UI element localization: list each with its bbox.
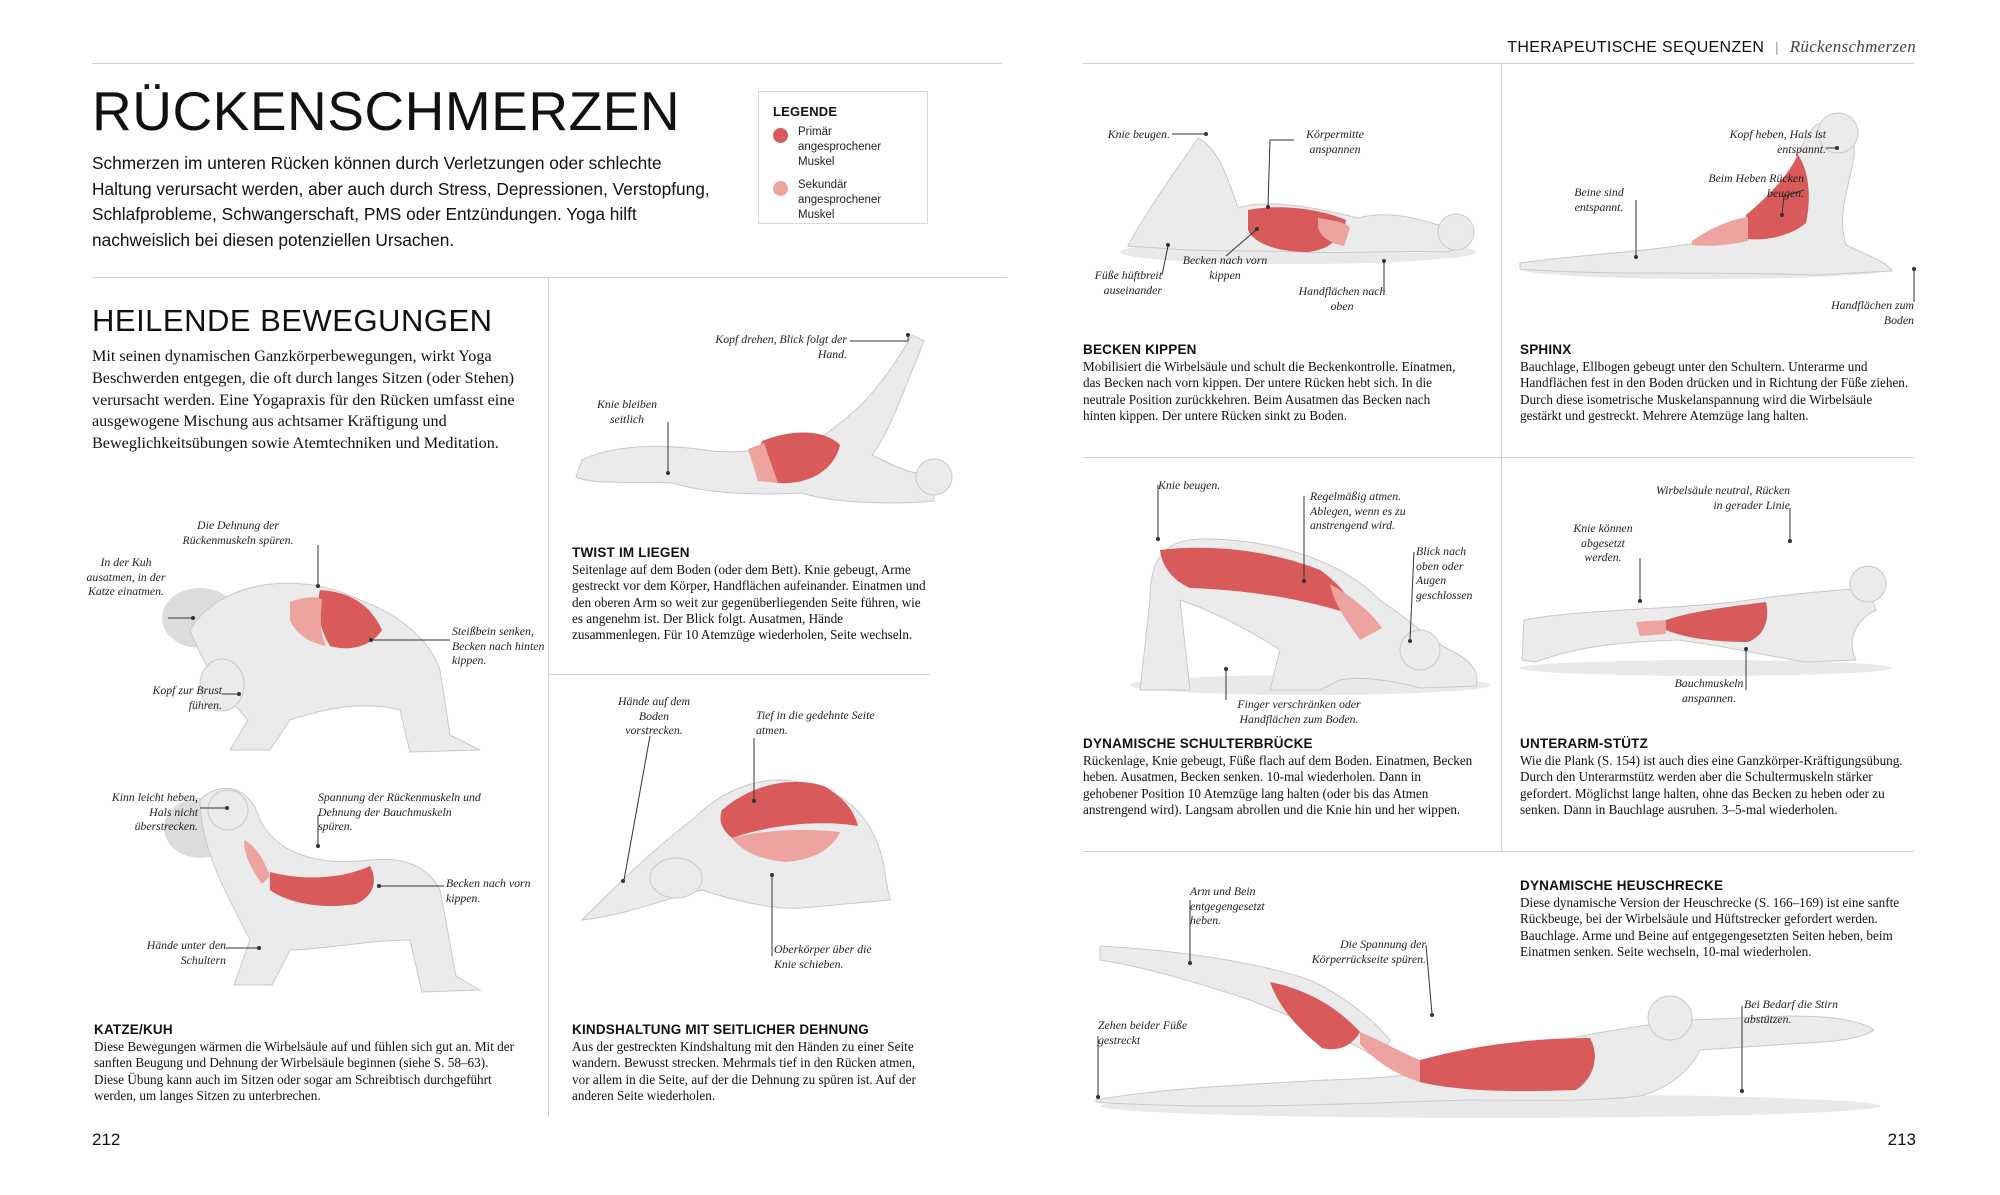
katze-body: Diese Bewegungen wärmen die Wirbelsäule auf und fühlen sich gut an. Mit der sanften Beugung und Dehnung der Wirbelsäule beginnen (siehe S. 58–63). Diese Übung kann auch im Sitzen oder sogar am Schreibtisch durchgeführt werden, um langes Sitzen zu unterbrechen. — [94, 1039, 515, 1103]
label-unterarm-wirbel: Wirbelsäule neutral, Rücken in gerader Linie — [1656, 483, 1790, 512]
unterarm-body: Wie die Plank (S. 154) ist auch dies eine Ganzkörper-Kräftigungsübung. Durch den Unterarmstütz werden aber die Schultermuskeln stärker gefordert. Möglichst lange halten, ohne das Becken zu heben oder zu senken. Dann in Bauchlage ausruhen. 3–5-mal wiederholen. — [1520, 753, 1903, 817]
legend-item-label: Primär angesprochener Muskel — [798, 126, 882, 168]
label-steiss: Steißbein senken, Becken nach hinten kippen. — [452, 624, 545, 667]
header-subsection: Rückenschmerzen — [1789, 37, 1916, 56]
label-sphinx-kopf: Kopf heben, Hals ist entspannt. — [1729, 127, 1826, 156]
label-sphinx-hand: Handflächen zum Boden — [1831, 298, 1914, 327]
label-heu-arm: Arm und Bein entgegengesetzt heben. — [1190, 884, 1265, 927]
label-becken-vorn: Becken nach vorn kippen. — [446, 876, 531, 905]
header-section: THERAPEUTISCHE SEQUENZEN — [1507, 39, 1765, 56]
label-twist-kopf: Kopf drehen, Blick folgt der Hand. — [715, 332, 847, 361]
legend-item-label: Sekundär angesprochener Muskel — [798, 179, 882, 221]
sphinx-title: SPHINX — [1520, 342, 1572, 357]
label-unterarm-bauch: Bauchmuskeln anspannen. — [1674, 676, 1744, 705]
label-becken-koerper: Körpermitte anspannen — [1306, 127, 1364, 156]
becken-title: BECKEN KIPPEN — [1083, 342, 1197, 357]
page-number-left: 212 — [92, 1130, 121, 1149]
becken-body: Mobilisiert die Wirbelsäule und schult die Beckenkontrolle. Einatmen, das Becken nach vorn kippen. Der untere Rücken hebt sich. In die neutrale Position zurückkehren. Beim Ausatmen das Becken nach hinten kippen. Der untere Rücken sinkt zu Boden. — [1083, 359, 1456, 423]
kind-title: KINDSHALTUNG MIT SEITLICHER DEHNUNG — [572, 1022, 869, 1037]
heilende-title: HEILENDE BEWEGUNGEN — [92, 303, 493, 338]
label-sphinx-beine: Beine sind entspannt. — [1574, 185, 1624, 214]
header-divider: | — [1775, 39, 1779, 55]
label-kopf-brust: Kopf zur Brust führen. — [152, 683, 222, 712]
page-title: RÜCKENSCHMERZEN — [92, 80, 681, 142]
twist-title: TWIST IM LIEGEN — [572, 545, 690, 560]
heuschrecke-body: Diese dynamische Version der Heuschrecke (S. 166–169) ist eine sanfte Rückbeuge, bei der Wirbelsäule und Hüftstrecker gefordert werden. Bauchlage. Arme und Beine auf entgegengesetzten Seiten heben, beim Einatmen senken. Seite wechseln, 10-mal wiederholen. — [1520, 895, 1900, 959]
label-bruecke-regel: Regelmäßig atmen. Ablegen, wenn es zu anstrengend wird. — [1310, 489, 1406, 532]
label-haende-schultern: Hände unter den Schultern — [146, 938, 226, 967]
label-kind-tief: Tief in die gedehnte Seite atmen. — [756, 708, 875, 737]
katze-title: KATZE/KUH — [94, 1022, 173, 1037]
sphinx-body: Bauchlage, Ellbogen gebeugt unter den Schultern. Unterarme und Handflächen fest in den Boden drücken und in Richtung der Füße ziehen. Durch diese isometrische Muskelanspannung wird die Wirbelsäule gestärkt und gestreckt. Mehrere Atemzüge lang halten. — [1520, 359, 1909, 423]
legend-title: LEGENDE — [773, 104, 838, 119]
label-kinn: Kinn leicht heben, Hals nicht überstrecken. — [111, 790, 198, 833]
label-kind-haende: Hände auf dem Boden vorstrecken. — [617, 694, 691, 737]
heuschrecke-title: DYNAMISCHE HEUSCHRECKE — [1520, 878, 1724, 893]
heilende-body: Mit seinen dynamischen Ganzkörperbewegungen, wirkt Yoga Beschwerden entgegen, die oft durch langes Sitzen (oder Stehen) verursacht werden. Eine Yogapraxis für den Rücken umfasst eine ausgewogene Mischung aus achtsamer Kräftigung und Beweglichkeitsübungen sowie Atemtechniken und Meditation. — [92, 347, 515, 453]
kind-body: Aus der gestreckten Kindshaltung mit den Händen zu einer Seite wandern. Bewusst strecken. Mehrmals tief in den Rücken atmen, vor allem in die Seite, auf der die Dehnung zu spüren ist. Auf der anderen Seite wiederholen. — [572, 1039, 916, 1103]
label-bruecke-knie: Knie beugen. — [1158, 478, 1221, 492]
label-dehnung: Die Dehnung der Rückenmuskeln spüren. — [182, 518, 294, 547]
label-becken-fuesse: Füße hüftbreit auseinander — [1094, 268, 1162, 297]
bruecke-title: DYNAMISCHE SCHULTERBRÜCKE — [1083, 736, 1313, 751]
label-unterarm-knie: Knie können abgesetzt werden. — [1573, 521, 1633, 564]
label-kind-ober: Oberkörper über die Knie schieben. — [774, 942, 872, 971]
label-heu-stirn: Bei Bedarf die Stirn abstützen. — [1744, 997, 1839, 1026]
label-becken-knie: Knie beugen. — [1107, 127, 1170, 141]
label-kuh: In der Kuh ausatmen, in der Katze einatmen. — [86, 555, 166, 598]
label-heu-zehen: Zehen beider Füße gestreckt — [1098, 1018, 1188, 1047]
unterarm-title: UNTERARM-STÜTZ — [1520, 736, 1649, 751]
label-spannung-ruecken: Spannung der Rückenmuskeln und Dehnung der Bauchmuskeln spüren. — [318, 790, 481, 833]
twist-body: Seitenlage auf dem Boden (oder dem Bett). Knie gebeugt, Arme gestreckt vor dem Körper, Handflächen aufeinander. Einatmen und den oberen Arm so weit zur gegenüberliegenden Seite führen, wie es angenehm ist. Der Blick folgt. Ausatmen, Hände zusammenlegen. Für 10 Atemzüge wiederholen, Seite wechseln. — [572, 562, 926, 643]
label-sphinx-heben: Beim Heben Rücken beugen. — [1708, 171, 1804, 200]
bruecke-body: Rückenlage, Knie gebeugt, Füße flach auf dem Boden. Einatmen, Becken heben. Ausatmen, Becken senken. 10-mal wiederholen. Dann in gehobener Position 10 Atemzüge lang halten (oder bis das Atmen anstrengend wird). Langsam abrollen und die Knie hin und her wippen. — [1083, 753, 1473, 817]
label-heu-spannung: Die Spannung der Körperrückseite spüren. — [1311, 937, 1426, 966]
intro-text: Schmerzen im unteren Rücken können durch Verletzungen oder schlechte Haltung verursacht werden, aber auch durch Stress, Depressionen, Verstopfung, Schlafprobleme, Schwangerschaft, PMS oder Entzündungen. Yoga hilft nachweislich bei diesen potenziellen Ursachen. — [92, 153, 710, 250]
label-becken-hand: Handflächen nach oben — [1298, 284, 1386, 313]
label-twist-knie: Knie bleiben seitlich — [597, 397, 657, 426]
label-bruecke-blick: Blick nach oben oder Augen geschlossen — [1416, 544, 1473, 602]
label-becken-vorn: Becken nach vorn kippen — [1182, 253, 1268, 282]
page-number-right: 213 — [1887, 1130, 1916, 1149]
label-bruecke-finger: Finger verschränken oder Handflächen zum Boden. — [1237, 697, 1361, 726]
